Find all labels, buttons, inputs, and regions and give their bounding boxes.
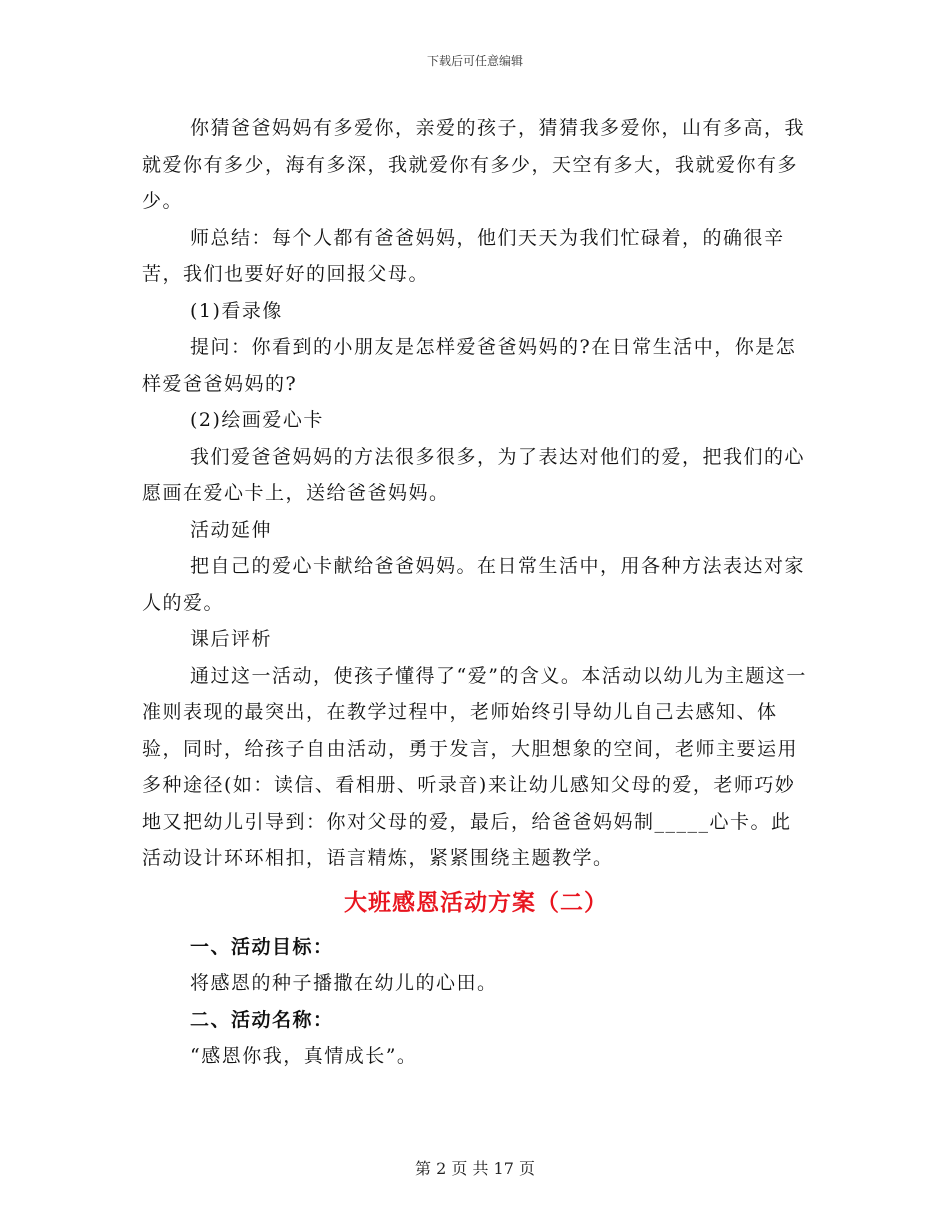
document-body: [142, 110, 810, 1075]
paragraph: 提问：你看到的小朋友是怎样爱爸爸妈妈的?在日常生活中，你是怎样爱爸爸妈妈的?: [142, 336, 797, 395]
paragraph: “感恩你我，真情成长”。: [190, 1045, 418, 1067]
step-heading: (2)绘画爱心卡: [190, 409, 324, 431]
paragraph: 通过这一活动，使孩子懂得了“爱”的含义。本活动以幼儿为主题这一准则表现的最突出，在教学过程中，老师始终引导幼儿自己去感知、体验，同时，给孩子自由活动，勇于发言，大胆想象的空间，老师主要运用多种途径(如：读信、看相册、听录音)来让幼儿感知父母的爱，老师巧妙地又把幼儿引导到：你对父母的爱，最后，给爸爸妈妈制_____心卡。此活动设计环环相扣，语言精炼，紧紧围绕主题教学。: [142, 664, 807, 869]
page-header: 下载后可任意编辑: [426, 54, 523, 68]
paragraph: 你猜爸爸妈妈有多爱你，亲爱的孩子，猜猜我多爱你，山有多高，我就爱你有多少，海有多深，我就爱你有多少，天空有多大，我就爱你有多少。: [142, 117, 806, 212]
paragraph: 师总结：每个人都有爸爸妈妈，他们天天为我们忙碌着，的确很辛苦，我们也要好好的回报父母。: [142, 226, 785, 285]
subsection-heading: 一、活动目标：: [190, 935, 334, 958]
section-label: 活动延伸: [190, 518, 273, 541]
paragraph: 我们爱爸爸妈妈的方法很多很多，为了表达对他们的爱，把我们的心愿画在爱心卡上，送给爸爸妈妈。: [142, 445, 806, 504]
section-label: 课后评析: [190, 628, 273, 650]
subsection-heading: 二、活动名称：: [190, 1008, 334, 1031]
paragraph: 把自己的爱心卡献给爸爸妈妈。在日常生活中，用各种方法表达对家人的爱。: [142, 555, 806, 614]
step-heading: (1)看录像: [190, 299, 283, 322]
paragraph: 将感恩的种子播撒在幼儿的心田。: [190, 972, 498, 994]
page-number: 第 2 页 共 17 页: [415, 1159, 535, 1178]
section-title: 大班感恩活动方案（二）: [344, 888, 608, 916]
